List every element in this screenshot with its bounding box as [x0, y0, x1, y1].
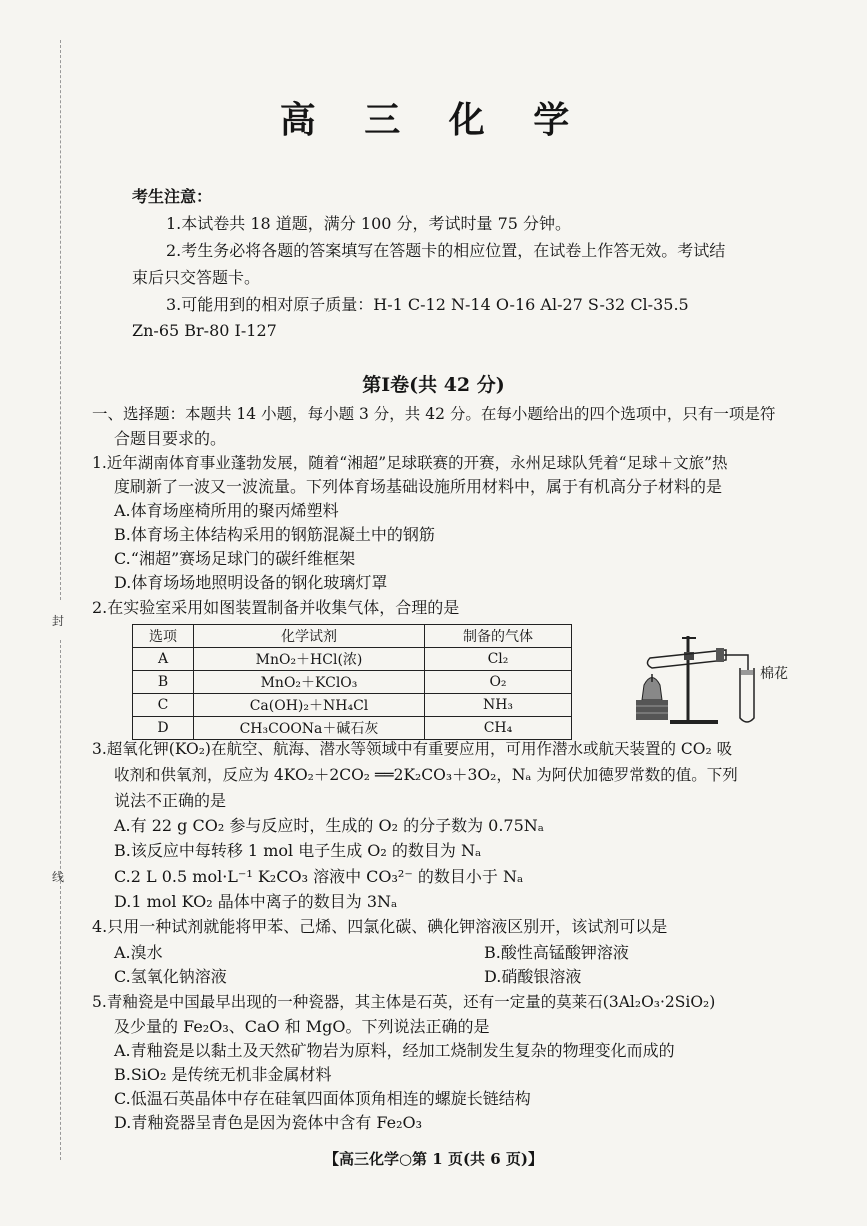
- table-row: [133, 694, 572, 717]
- part-intro: 合题目要求的。: [114, 429, 227, 448]
- option: A.溴水: [114, 943, 163, 962]
- notice-item: 1.本试卷共 18 道题，满分 100 分，考试时量 75 分钟。: [166, 214, 572, 233]
- table-header: 化学试剂: [194, 625, 425, 648]
- gas-apparatus-diagram: [630, 630, 760, 730]
- table-row: [133, 717, 572, 740]
- table-cell: Cl₂: [425, 648, 572, 671]
- margin-mark-line: 线: [52, 870, 65, 884]
- binding-margin-line-bottom: [60, 640, 61, 1160]
- table-cell: D: [133, 717, 194, 740]
- question-stem: 3.超氧化钾(KO₂)在航空、航海、潜水等领域中有重要应用，可用作潜水或航天装置的 CO₂ 吸: [92, 740, 733, 758]
- table-cell: MnO₂＋KClO₃: [194, 671, 425, 694]
- option: D.体育场场地照明设备的钢化玻璃灯罩: [114, 573, 388, 592]
- table-header: 制备的气体: [425, 625, 572, 648]
- option: A.青釉瓷是以黏土及天然矿物岩为原料，经加工烧制发生复杂的物理变化而成的: [114, 1041, 675, 1060]
- section-title: 第Ⅰ卷(共 42 分): [362, 374, 505, 396]
- table-cell: C: [133, 694, 194, 717]
- apparatus-label-cotton: 棉花: [760, 666, 788, 682]
- table-row: [133, 648, 572, 671]
- page-title: 高 三 化 学: [279, 99, 588, 141]
- option: C.氢氧化钠溶液: [114, 967, 227, 986]
- option: C.低温石英晶体中存在硅氧四面体顶角相连的螺旋长链结构: [114, 1089, 531, 1108]
- table-cell: MnO₂＋HCl(浓): [194, 648, 425, 671]
- table-row: [133, 671, 572, 694]
- question-stem: 2.在实验室采用如图装置制备并收集气体，合理的是: [92, 598, 460, 617]
- option: D.青釉瓷器呈青色是因为瓷体中含有 Fe₂O₃: [114, 1113, 423, 1132]
- question-stem: 说法不正确的是: [114, 791, 227, 810]
- table-cell: B: [133, 671, 194, 694]
- question-stem: 收剂和供氧剂，反应为 4KO₂＋2CO₂ ══2K₂CO₃＋3O₂，Nₐ 为阿伏加德罗常数的值。下列: [114, 766, 738, 784]
- notice-item: Zn-65 Br-80 I-127: [132, 321, 277, 340]
- table-cell: NH₃: [425, 694, 572, 717]
- option: C.2 L 0.5 mol·L⁻¹ K₂CO₃ 溶液中 CO₃²⁻ 的数目小于 Nₐ: [114, 867, 524, 886]
- notice-item: 2.考生务必将各题的答案填写在答题卡的相应位置，在试卷上作答无效。考试结: [166, 241, 726, 260]
- table-cell: Ca(OH)₂＋NH₄Cl: [194, 694, 425, 717]
- notice-heading: 考生注意：: [132, 187, 213, 206]
- question-stem: 5.青釉瓷是中国最早出现的一种瓷器，其主体是石英，还有一定量的莫莱石(3Al₂O₃·2SiO₂): [92, 993, 716, 1011]
- margin-mark-seal: 封: [52, 614, 65, 628]
- table-cell: O₂: [425, 671, 572, 694]
- table-header: 选项: [133, 625, 194, 648]
- option: C.“湘超”赛场足球门的碳纤维框架: [114, 549, 356, 568]
- option: A.体育场座椅所用的聚丙烯塑料: [114, 501, 339, 520]
- question-stem: 4.只用一种试剂就能将甲苯、己烯、四氯化碳、碘化钾溶液区别开，该试剂可以是: [92, 917, 668, 936]
- page-footer: 【高三化学○第 1 页(共 6 页)】: [323, 1150, 544, 1168]
- option: B.体育场主体结构采用的钢筋混凝土中的钢筋: [114, 525, 435, 544]
- question-stem: 1.近年湖南体育事业蓬勃发展，随着“湘超”足球联赛的开赛，永州足球队凭着“足球＋文旅”热: [92, 454, 728, 472]
- table-header-row: [133, 625, 572, 648]
- option: D.1 mol KO₂ 晶体中离子的数目为 3Nₐ: [114, 892, 398, 911]
- notice-item: 3.可能用到的相对原子质量：H-1 C-12 N-14 O-16 Al-27 S-32 Cl-35.5: [166, 295, 689, 314]
- table-cell: CH₄: [425, 717, 572, 740]
- question-stem: 度刷新了一波又一波流量。下列体育场基础设施所用材料中，属于有机高分子材料的是: [114, 477, 723, 496]
- option: D.硝酸银溶液: [484, 967, 582, 986]
- option: B.该反应中每转移 1 mol 电子生成 O₂ 的数目为 Nₐ: [114, 841, 482, 860]
- part-intro: 一、选择题：本题共 14 小题，每小题 3 分，共 42 分。在每小题给出的四个选项中，只有一项是符: [92, 405, 776, 423]
- table-cell: CH₃COONa＋碱石灰: [194, 717, 425, 740]
- option: A.有 22 g CO₂ 参与反应时，生成的 O₂ 的分子数为 0.75Nₐ: [114, 816, 544, 835]
- options-table: [132, 624, 572, 740]
- question-stem: 及少量的 Fe₂O₃、CaO 和 MgO。下列说法正确的是: [114, 1017, 490, 1036]
- option: B.SiO₂ 是传统无机非金属材料: [114, 1065, 332, 1084]
- option: B.酸性高锰酸钾溶液: [484, 943, 629, 962]
- notice-item: 束后只交答题卡。: [132, 268, 261, 287]
- table-cell: A: [133, 648, 194, 671]
